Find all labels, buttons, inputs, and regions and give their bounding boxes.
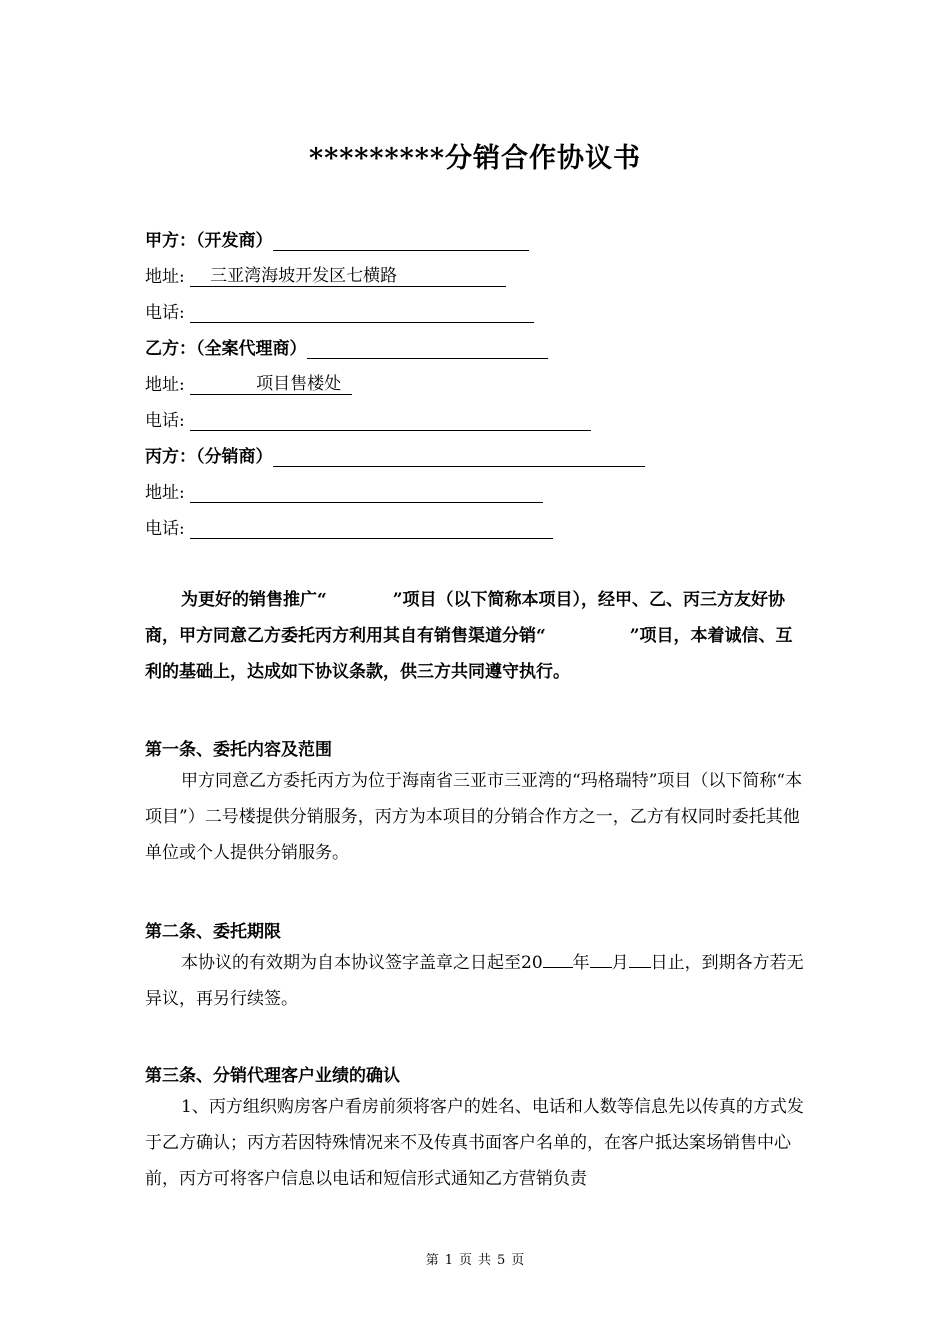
article-1-text: 甲方同意乙方委托丙方为位于海南省三亚市三亚湾的“玛格瑞特”项目（以下简称“本项目”）二号楼提供分销服务，丙方为本项目的分销合作方之一，乙方有权同时委托其他单位或个人提供分销服务。 — [145, 771, 803, 863]
year-blank — [543, 947, 573, 968]
article-3-body — [145, 1089, 807, 1197]
party-c-address-blank — [190, 482, 543, 503]
party-b-heading: 乙方：（全案代理商） — [145, 339, 307, 359]
party-a-phone-line — [145, 302, 534, 323]
party-b-heading-line — [145, 338, 548, 359]
party-b-address-line — [145, 374, 352, 395]
party-a-heading: 甲方：（开发商） — [145, 231, 273, 251]
party-b-address-value: 项目售楼处 — [256, 374, 342, 394]
party-c-heading-line — [145, 446, 645, 467]
article-3-heading: 第三条、分销代理客户业绩的确认 — [145, 1066, 400, 1086]
party-a-address-line — [145, 266, 506, 287]
footer-word-di: 第 — [425, 1253, 439, 1268]
party-b-address-label: 地址: — [145, 375, 185, 395]
article-2-text-1: 本协议的有效期为自本协议签字盖章之日起至20 — [181, 953, 543, 973]
intro-text-1: 为更好的销售推广“ — [181, 590, 327, 610]
article-1-body — [145, 763, 807, 871]
party-b-address-field — [190, 374, 352, 395]
article-2-text-4: 日止，到期各方若无异议，再另行续签。 — [145, 953, 804, 1009]
footer-word-gong: 共 — [478, 1253, 492, 1268]
party-a-address-label: 地址: — [145, 267, 185, 287]
article-3-item-1: 1、丙方组织购房客户看房前须将客户的姓名、电话和人数等信息先以传真的方式发于乙方确认；丙方若因特殊情况来不及传真书面客户名单的，在客户抵达案场销售中心前，丙方可将客户信息以电话和短信形式通知乙方营销负责 — [145, 1097, 804, 1189]
page-footer — [0, 1249, 950, 1268]
party-a-phone-label: 电话: — [145, 303, 185, 323]
party-c-heading: 丙方：（分销商） — [145, 447, 273, 467]
party-b-phone-label: 电话: — [145, 411, 185, 431]
party-c-address-label: 地址: — [145, 483, 185, 503]
intro-text-2: ”项目（以下简称本项目），经甲、乙、丙三方友好协商，甲方同意乙方委托丙方利用其自有销售渠道分销“ — [145, 590, 786, 646]
party-a-heading-line — [145, 230, 529, 251]
party-c-name-blank — [273, 446, 645, 467]
party-a-phone-blank — [190, 302, 534, 323]
party-a-address-field — [190, 266, 506, 287]
party-a-address-value: 三亚湾海坡开发区七横路 — [210, 266, 398, 286]
month-blank — [590, 947, 612, 968]
article-2-year: 年 — [572, 953, 590, 973]
intro-paragraph — [145, 582, 807, 690]
day-blank — [629, 947, 651, 968]
party-c-phone-blank — [190, 518, 553, 539]
article-2-body — [145, 945, 807, 1017]
document-title: *********分销合作协议书 — [308, 143, 642, 174]
party-c-phone-label: 电话: — [145, 519, 185, 539]
intro-text-3: ”项目，本着诚信、互利的基础上，达成如下协议条款，供三方共同遵守执行。 — [145, 626, 793, 682]
party-b-phone-line — [145, 410, 591, 431]
footer-page-number: 1 — [444, 1253, 453, 1268]
party-c-phone-line — [145, 518, 553, 539]
party-c-address-line — [145, 482, 543, 503]
article-1-heading: 第一条、委托内容及范围 — [145, 740, 332, 760]
party-a-name-blank — [273, 230, 529, 251]
article-2-month: 月 — [611, 953, 629, 973]
party-b-phone-blank — [190, 410, 591, 431]
footer-total-pages: 5 — [497, 1253, 506, 1268]
party-b-name-blank — [307, 338, 548, 359]
footer-word-ye: 页 — [458, 1253, 472, 1268]
footer-word-ye-2: 页 — [511, 1253, 525, 1268]
article-2-heading: 第二条、委托期限 — [145, 922, 281, 942]
